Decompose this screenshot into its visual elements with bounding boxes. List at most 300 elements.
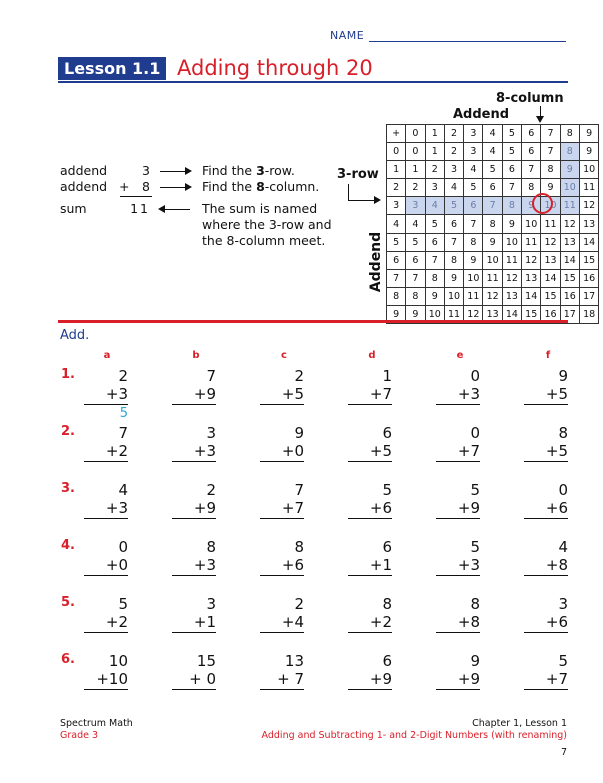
problem-bottom: +9 — [457, 670, 480, 688]
addition-problem — [172, 481, 216, 519]
page-number: 7 — [560, 747, 567, 758]
grid-cell: 12 — [541, 233, 560, 251]
grid-cell: 7 — [502, 179, 521, 197]
arrow-right-icon — [160, 187, 190, 188]
problem-bottom: +0 — [281, 442, 304, 460]
grid-row-head: 9 — [387, 305, 406, 323]
addition-problem — [260, 481, 304, 519]
grid-row-head: 1 — [387, 161, 406, 179]
lesson-title: Adding through 20 — [177, 56, 373, 80]
grid-cell: 0 — [406, 143, 425, 161]
grid-cell: 15 — [579, 251, 598, 269]
problem-top: 15 — [196, 652, 216, 670]
grid-cell: 2 — [444, 143, 463, 161]
grid-cell: 16 — [579, 269, 598, 287]
grid-cell: 11 — [541, 215, 560, 233]
problem-bottom: +9 — [193, 385, 216, 403]
problem-bottom: +1 — [369, 556, 392, 574]
problem-row-number: 2. — [61, 424, 75, 439]
grid-cell: 9 — [579, 143, 598, 161]
problem-bottom: +2 — [369, 613, 392, 631]
step2-text: Find the 8-column. — [202, 179, 320, 194]
problem-bottom: +4 — [281, 613, 304, 631]
footer-chapter: Chapter 1, Lesson 1 — [472, 718, 567, 729]
grid-row-head: 4 — [387, 215, 406, 233]
problem-row-number: 3. — [61, 481, 75, 496]
answer-line — [524, 518, 568, 519]
grid-cell: 8 — [464, 233, 483, 251]
grid-cell: 5 — [502, 143, 521, 161]
grid-cell: 15 — [560, 269, 579, 287]
grid-cell: 10 — [425, 305, 444, 323]
answer-line — [348, 461, 392, 462]
addend-top-label: Addend — [453, 107, 510, 122]
grid-cell: 6 — [425, 233, 444, 251]
answer-line — [436, 632, 480, 633]
grid-header-cell: + — [387, 125, 406, 143]
grid-cell: 8 — [406, 287, 425, 305]
grid-cell: 13 — [522, 269, 541, 287]
addition-problem — [260, 367, 304, 405]
grid-cell: 17 — [579, 287, 598, 305]
grid-cell: 15 — [541, 287, 560, 305]
problem-top: 7 — [294, 481, 304, 499]
problem-bottom: +7 — [457, 442, 480, 460]
answer-line — [524, 404, 568, 405]
grid-cell: 14 — [541, 269, 560, 287]
grid-cell: 4 — [464, 161, 483, 179]
grid-cell: 18 — [579, 305, 598, 323]
grid-cell: 14 — [560, 251, 579, 269]
answer-line — [436, 575, 480, 576]
grid-header-cell: 1 — [425, 125, 444, 143]
problem-bottom: +3 — [457, 556, 480, 574]
name-label: NAME — [330, 29, 365, 42]
problem-bottom: +7 — [545, 670, 568, 688]
problem-bottom: +1 — [193, 613, 216, 631]
problem-top: 7 — [118, 424, 128, 442]
problem-top: 0 — [558, 481, 568, 499]
answer-line — [84, 632, 128, 633]
addition-problem — [84, 481, 128, 519]
problem-top: 2 — [294, 595, 304, 613]
grid-cell: 12 — [522, 251, 541, 269]
answer-line — [436, 689, 480, 690]
problem-top: 8 — [382, 595, 392, 613]
grid-cell: 6 — [502, 161, 521, 179]
footer-topic: Adding and Subtracting 1- and 2-Digit Numbers (with renaming) — [261, 730, 567, 741]
answer-line — [436, 404, 480, 405]
name-line — [369, 41, 566, 42]
grid-cell: 5 — [444, 197, 463, 215]
grid-header-cell: 8 — [560, 125, 579, 143]
grid-cell: 8 — [483, 215, 502, 233]
problem-bottom: +2 — [105, 613, 128, 631]
problem-bottom: +3 — [105, 499, 128, 517]
grid-cell: 1 — [406, 161, 425, 179]
answer-line — [260, 461, 304, 462]
addition-problem — [84, 367, 128, 423]
answer-line — [260, 632, 304, 633]
answer-line — [524, 461, 568, 462]
grid-cell: 10 — [522, 215, 541, 233]
problem-bottom: +7 — [369, 385, 392, 403]
grid-cell: 13 — [483, 305, 502, 323]
column-letter: e — [456, 350, 464, 361]
problem-row-number: 6. — [61, 652, 75, 667]
grid-cell: 6 — [464, 197, 483, 215]
grid-cell: 11 — [522, 233, 541, 251]
grid-cell: 17 — [560, 305, 579, 323]
grid-cell: 16 — [560, 287, 579, 305]
grid-cell: 12 — [483, 287, 502, 305]
addition-problem — [172, 424, 216, 462]
answer-line — [84, 575, 128, 576]
problem-bottom: +6 — [281, 556, 304, 574]
arrow-right-icon — [160, 171, 190, 172]
problem-bottom: +2 — [105, 442, 128, 460]
addition-problem — [172, 652, 216, 690]
column-letter: d — [368, 350, 376, 361]
addition-problem — [436, 652, 480, 690]
grid-cell: 10 — [541, 197, 560, 215]
addend2-label: addend — [60, 179, 108, 194]
grid-cell: 14 — [522, 287, 541, 305]
addition-problem — [348, 652, 392, 690]
problem-bottom: +6 — [545, 499, 568, 517]
grid-cell: 8 — [541, 161, 560, 179]
answer-line — [260, 689, 304, 690]
grid-cell: 7 — [483, 197, 502, 215]
problem-bottom: +5 — [545, 385, 568, 403]
addition-problem — [260, 538, 304, 576]
footer-title: Spectrum Math — [60, 718, 133, 729]
answer-line — [524, 689, 568, 690]
problem-top: 13 — [284, 652, 304, 670]
addition-grid — [386, 124, 599, 324]
answer-line — [172, 689, 216, 690]
grid-cell: 5 — [406, 233, 425, 251]
problem-top: 6 — [382, 424, 392, 442]
problem-top: 2 — [206, 481, 216, 499]
grid-cell: 12 — [464, 305, 483, 323]
problem-top: 10 — [108, 652, 128, 670]
problem-top: 5 — [118, 595, 128, 613]
problem-top: 6 — [382, 652, 392, 670]
grid-cell: 6 — [444, 215, 463, 233]
grid-cell: 12 — [560, 215, 579, 233]
title-rule — [58, 81, 568, 83]
grid-cell: 16 — [541, 305, 560, 323]
problem-top: 5 — [470, 538, 480, 556]
grid-row-head: 0 — [387, 143, 406, 161]
grid-header-cell: 9 — [579, 125, 598, 143]
addition-problem — [348, 538, 392, 576]
addition-problem — [524, 367, 568, 405]
column-letter: c — [281, 350, 287, 361]
grid-cell: 11 — [483, 269, 502, 287]
answer-line — [172, 632, 216, 633]
grid-cell: 11 — [560, 197, 579, 215]
grid-cell: 7 — [464, 215, 483, 233]
grid-cell: 9 — [522, 197, 541, 215]
grid-cell: 11 — [579, 179, 598, 197]
addend2-value: 8 — [142, 179, 150, 194]
grid-header-cell: 0 — [406, 125, 425, 143]
problem-bottom: +10 — [96, 670, 128, 688]
grid-cell: 7 — [406, 269, 425, 287]
problem-bottom: +8 — [457, 613, 480, 631]
grid-cell: 10 — [464, 269, 483, 287]
problem-top: 4 — [558, 538, 568, 556]
problem-bottom: +0 — [105, 556, 128, 574]
problem-top: 9 — [558, 367, 568, 385]
addition-problem — [348, 481, 392, 519]
answer-line — [260, 518, 304, 519]
addition-problem — [524, 595, 568, 633]
grid-cell: 14 — [579, 233, 598, 251]
answer-line — [348, 575, 392, 576]
grid-cell: 4 — [425, 197, 444, 215]
grid-cell: 5 — [464, 179, 483, 197]
problem-bottom: +5 — [369, 442, 392, 460]
problem-top: 5 — [470, 481, 480, 499]
grid-cell: 3 — [464, 143, 483, 161]
problem-top: 5 — [382, 481, 392, 499]
addition-problem — [436, 367, 480, 405]
addition-problem — [348, 424, 392, 462]
grid-cell: 10 — [502, 233, 521, 251]
grid-row-head: 6 — [387, 251, 406, 269]
arrow-down-icon — [536, 116, 544, 123]
grid-cell: 1 — [425, 143, 444, 161]
grid-cell: 2 — [425, 161, 444, 179]
problem-bottom: +3 — [193, 442, 216, 460]
grid-cell: 8 — [444, 251, 463, 269]
grid-cell: 10 — [483, 251, 502, 269]
addition-problem — [260, 652, 304, 690]
addition-problem — [436, 481, 480, 519]
grid-header-cell: 4 — [483, 125, 502, 143]
addend-side-label: Addend — [368, 231, 385, 293]
grid-cell: 12 — [502, 269, 521, 287]
answer-line — [84, 689, 128, 690]
answer-line — [348, 518, 392, 519]
problem-bottom: +7 — [281, 499, 304, 517]
grid-cell: 9 — [464, 251, 483, 269]
problem-top: 8 — [470, 595, 480, 613]
addend1-value: 3 — [142, 163, 150, 178]
problem-row-number: 1. — [61, 367, 75, 382]
answer-line — [84, 461, 128, 462]
problem-bottom: +5 — [545, 442, 568, 460]
footer-grade: Grade 3 — [60, 730, 99, 741]
answer-line — [436, 518, 480, 519]
answer-line — [260, 404, 304, 405]
grid-cell: 10 — [579, 161, 598, 179]
grid-cell: 7 — [444, 233, 463, 251]
grid-cell: 7 — [522, 161, 541, 179]
problem-top: 6 — [382, 538, 392, 556]
grid-cell: 6 — [522, 143, 541, 161]
answer-line — [172, 575, 216, 576]
grid-cell: 13 — [502, 287, 521, 305]
grid-row-head: 7 — [387, 269, 406, 287]
problem-top: 8 — [206, 538, 216, 556]
problem-top: 7 — [206, 367, 216, 385]
problem-top: 2 — [118, 367, 128, 385]
answer-line — [524, 575, 568, 576]
arrow-left-icon — [160, 209, 190, 210]
instruction: Add. — [60, 328, 90, 343]
problem-bottom: + 7 — [277, 670, 304, 688]
column-letter: b — [192, 350, 200, 361]
column-letter: a — [103, 350, 111, 361]
row-arrow-bar — [348, 200, 374, 201]
grid-cell: 4 — [483, 143, 502, 161]
grid-cell: 13 — [541, 251, 560, 269]
sample-answer: 5 — [119, 406, 128, 421]
problem-bottom: +8 — [545, 556, 568, 574]
grid-cell: 12 — [579, 197, 598, 215]
addition-problem — [524, 481, 568, 519]
problem-top: 1 — [382, 367, 392, 385]
grid-cell: 11 — [444, 305, 463, 323]
addition-problem — [260, 595, 304, 633]
addition-problem — [172, 367, 216, 405]
grid-cell: 3 — [425, 179, 444, 197]
problem-bottom: +3 — [457, 385, 480, 403]
addition-problem — [436, 538, 480, 576]
addition-problem — [84, 538, 128, 576]
answer-line — [524, 632, 568, 633]
addition-problem — [524, 424, 568, 462]
sum-label: sum — [60, 201, 87, 216]
problem-top: 0 — [470, 424, 480, 442]
grid-cell: 6 — [406, 251, 425, 269]
addition-problem — [172, 538, 216, 576]
problem-bottom: +3 — [105, 385, 128, 403]
problem-top: 0 — [470, 367, 480, 385]
addition-problem — [436, 595, 480, 633]
lesson-badge: Lesson 1.1 — [58, 57, 166, 80]
grid-cell: 9 — [560, 161, 579, 179]
answer-circle — [532, 193, 553, 214]
answer-line — [172, 518, 216, 519]
sum-line — [120, 196, 152, 197]
problem-top: 8 — [558, 424, 568, 442]
addition-problem — [348, 595, 392, 633]
grid-row-head: 8 — [387, 287, 406, 305]
grid-cell: 4 — [406, 215, 425, 233]
addition-problem — [84, 424, 128, 462]
grid-header-cell: 5 — [502, 125, 521, 143]
problem-row-number: 5. — [61, 595, 75, 610]
addend1-label: addend — [60, 163, 108, 178]
grid-cell: 3 — [406, 197, 425, 215]
grid-cell: 15 — [522, 305, 541, 323]
answer-line — [436, 461, 480, 462]
problem-top: 8 — [294, 538, 304, 556]
grid-cell: 9 — [406, 305, 425, 323]
column-letter: f — [545, 350, 551, 361]
grid-header-cell: 3 — [464, 125, 483, 143]
problem-top: 2 — [294, 367, 304, 385]
grid-cell: 3 — [444, 161, 463, 179]
addend2-op: + — [119, 179, 130, 194]
addition-problem — [348, 367, 392, 405]
problem-bottom: +5 — [281, 385, 304, 403]
addition-problem — [172, 595, 216, 633]
problem-bottom: +9 — [193, 499, 216, 517]
problem-bottom: +6 — [369, 499, 392, 517]
answer-line — [348, 404, 392, 405]
problem-bottom: +6 — [545, 613, 568, 631]
problem-top: 5 — [558, 652, 568, 670]
grid-cell: 13 — [579, 215, 598, 233]
grid-cell: 7 — [541, 143, 560, 161]
problem-row-number: 4. — [61, 538, 75, 553]
problem-top: 3 — [206, 424, 216, 442]
step3-text: The sum is named where the 3-row and the 8-column meet. — [202, 201, 332, 248]
grid-cell: 8 — [502, 197, 521, 215]
sum-value: 11 — [130, 201, 150, 216]
problem-bottom: + 0 — [189, 670, 216, 688]
answer-line — [260, 575, 304, 576]
problem-bottom: +3 — [193, 556, 216, 574]
problem-top: 4 — [118, 481, 128, 499]
addition-problem — [524, 652, 568, 690]
grid-cell: 5 — [425, 215, 444, 233]
grid-cell: 9 — [444, 269, 463, 287]
grid-cell: 7 — [425, 251, 444, 269]
grid-cell: 6 — [483, 179, 502, 197]
addition-problem — [524, 538, 568, 576]
grid-row-head: 2 — [387, 179, 406, 197]
answer-line — [172, 404, 216, 405]
grid-cell: 8 — [560, 143, 579, 161]
grid-row-head: 3 — [387, 197, 406, 215]
grid-cell: 14 — [502, 305, 521, 323]
step1-text: Find the 3-row. — [202, 163, 295, 178]
grid-header-cell: 6 — [522, 125, 541, 143]
grid-row-head: 5 — [387, 233, 406, 251]
answer-line — [84, 518, 128, 519]
grid-cell: 9 — [483, 233, 502, 251]
problem-top: 9 — [470, 652, 480, 670]
grid-cell: 5 — [483, 161, 502, 179]
grid-cell: 9 — [425, 287, 444, 305]
row-arrow-stem — [348, 184, 349, 200]
addition-problem — [84, 652, 128, 690]
answer-line — [348, 632, 392, 633]
grid-cell: 10 — [560, 179, 579, 197]
grid-cell: 8 — [522, 179, 541, 197]
addition-problem — [436, 424, 480, 462]
section-rule — [58, 320, 568, 323]
grid-cell: 11 — [502, 251, 521, 269]
grid-cell: 4 — [444, 179, 463, 197]
arrow-right-icon — [374, 196, 381, 204]
grid-cell: 9 — [541, 179, 560, 197]
grid-header-cell: 2 — [444, 125, 463, 143]
addition-problem — [84, 595, 128, 633]
problem-top: 0 — [118, 538, 128, 556]
grid-cell: 8 — [425, 269, 444, 287]
grid-header-cell: 7 — [541, 125, 560, 143]
grid-cell: 10 — [444, 287, 463, 305]
addition-problem — [260, 424, 304, 462]
